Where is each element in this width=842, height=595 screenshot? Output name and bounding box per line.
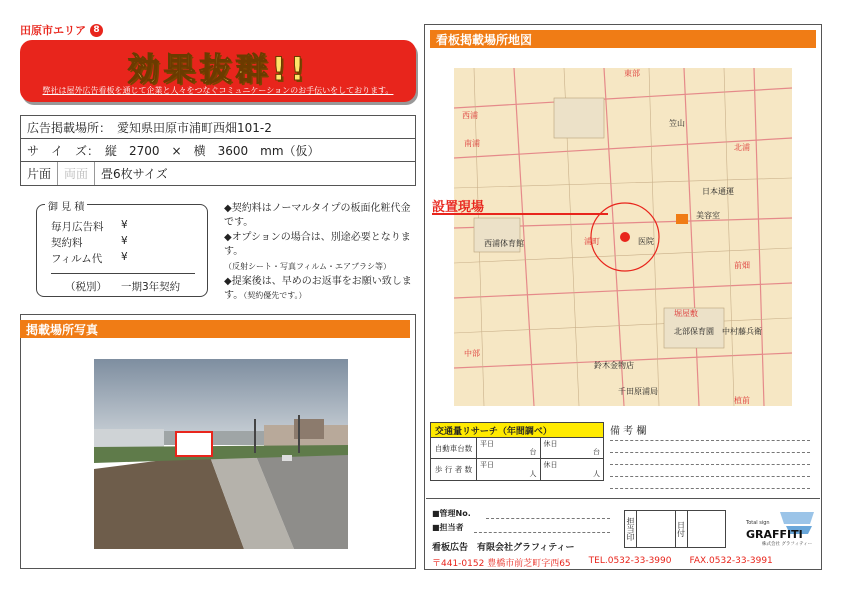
estimate-box — [36, 204, 208, 297]
map-label-chubu: 中部 — [464, 349, 480, 358]
site-pointer-line — [432, 213, 608, 215]
staff — [432, 522, 464, 533]
remarks-title: 備 考 欄 — [610, 426, 647, 437]
area-tag — [20, 22, 103, 38]
company-address: 〒441-0152 豊橋市前芝町字西65 — [432, 559, 571, 569]
area-label: 田原市エリア — [20, 24, 86, 37]
notes — [224, 202, 414, 304]
note-3-wrap — [224, 275, 414, 303]
remarks-line — [610, 476, 810, 477]
logo-graphic — [740, 510, 816, 548]
company-fax: FAX.0532-33-3991 — [689, 556, 773, 566]
estimate-title: 御 見 積 — [45, 198, 87, 213]
estimate-label-monthly: 毎月広告料 — [51, 221, 104, 233]
map-label-minamiura: 南浦 — [464, 139, 480, 148]
logo-small: Total sign — [746, 520, 770, 526]
remarks-line — [610, 488, 810, 489]
estimate-label-contract: 契約料 — [51, 237, 83, 249]
traffic-label-walkers: 歩 行 者 数 — [431, 459, 477, 480]
traffic-row-walkers — [431, 459, 603, 480]
map-label-salon: 美容室 — [696, 211, 720, 220]
stamp-charge-space — [637, 511, 676, 547]
map-label-uemae: 植前 — [734, 396, 750, 405]
map-label-east: 東部 — [624, 69, 640, 78]
face-size: 畳6枚サイズ — [101, 167, 168, 181]
traffic-cell-cars-holiday — [541, 438, 604, 458]
traffic-cell-cars-weekday — [477, 438, 541, 458]
remarks-line — [610, 464, 810, 465]
location-label: 広告掲載場所： — [27, 120, 112, 135]
face-row — [21, 162, 415, 185]
size-row — [21, 139, 415, 162]
map-label-nakamura: 中村藤兵衛 — [722, 327, 762, 336]
site-label: 設置現場 — [432, 200, 485, 215]
staff-line — [474, 532, 610, 533]
info-table — [20, 115, 416, 186]
map-graphic — [454, 68, 792, 406]
estimate-divider — [51, 273, 195, 274]
manager-no-line — [486, 518, 610, 519]
site-photo-image — [94, 359, 348, 549]
remarks-line — [610, 440, 810, 441]
map-label-gym: 西浦体育館 — [484, 239, 524, 248]
map-label-maehata: 前畑 — [734, 261, 750, 270]
photo-panel-title: 掲載場所写真 — [20, 320, 410, 338]
note-2: ◆オプションの場合は、別途必要となります。 — [224, 232, 411, 257]
location-map — [454, 68, 792, 406]
estimate-yen-monthly: ¥ — [121, 219, 128, 231]
stamp-date-space — [688, 511, 726, 547]
site-photo — [94, 359, 348, 549]
divider — [426, 498, 820, 499]
remarks-line — [610, 452, 810, 453]
manager-no — [432, 508, 471, 519]
stamp-box — [624, 510, 726, 548]
estimate-tax: （税別） — [65, 281, 107, 293]
size-label: サ イ ズ： — [27, 143, 100, 158]
stamp-date-label: 日付 — [676, 511, 688, 547]
location-value: 愛知県田原市浦町西畑101-2 — [117, 120, 272, 135]
face-double: 両面 — [58, 162, 95, 185]
stamp-charge-label: 担当印 — [625, 511, 637, 547]
manager-no-label: ■管理No. — [432, 509, 471, 518]
map-label-clinic: 医院 — [638, 237, 654, 246]
estimate-yen-contract: ¥ — [121, 235, 128, 247]
traffic-row-cars — [431, 438, 603, 459]
unit-label: 人 — [529, 470, 537, 478]
size-value: 縦 2700 × 横 3600 mm（仮） — [105, 143, 320, 158]
logo-name: GRAFFITI — [746, 528, 803, 541]
traffic-title: 交通量リサーチ（年間調べ） — [431, 423, 603, 438]
headline-banner — [20, 40, 416, 102]
unit-label: 台 — [529, 448, 537, 456]
estimate-yen-film: ¥ — [121, 251, 128, 263]
face-single: 片面 — [21, 162, 58, 185]
weekday-label: 平日 — [480, 440, 494, 448]
weekday-label: 平日 — [480, 461, 494, 469]
holiday-label: 休日 — [543, 461, 558, 469]
estimate-term: 一期3年契約 — [121, 281, 181, 293]
map-label-uramachi: 浦町 — [584, 237, 600, 246]
banner-title: 効果抜群!! — [127, 50, 309, 88]
map-label-horiyashiki: 堀屋敷 — [674, 309, 698, 318]
map-panel-title: 看板掲載場所地図 — [430, 30, 816, 48]
note-3: ◆提案後は、早めのお返事をお願い致します。 — [224, 276, 412, 301]
traffic-research — [430, 422, 604, 481]
logo-sub: 株式会社 グラフィティー — [762, 542, 813, 547]
map-label-nursery: 北部保育園 — [674, 327, 714, 336]
estimate-label-film: フィルム代 — [51, 253, 103, 265]
traffic-cell-walkers-weekday — [477, 459, 541, 480]
company-name: 看板広告 有限会社グラフィティー — [432, 543, 575, 553]
unit-label: 台 — [593, 448, 600, 456]
company-contact — [432, 556, 818, 569]
unit-label: 人 — [593, 470, 600, 478]
company-tel: TEL.0532-33-3990 — [588, 556, 672, 566]
map-label-kasayama: 笠山 — [669, 119, 685, 128]
map-label-post: 千田原浦局 — [618, 387, 658, 396]
banner-subtitle: 弊社は屋外広告看板を通じて企業と人々をつなぐコミュニケーションのお手伝いをしております。 — [42, 86, 394, 95]
location-row — [21, 116, 415, 139]
map-label-kitaura: 北浦 — [734, 143, 750, 152]
note-1: ◆契約料はノーマルタイプの板面化粧代金です。 — [224, 203, 411, 228]
holiday-label: 休日 — [543, 440, 558, 448]
traffic-cell-walkers-holiday — [541, 459, 604, 480]
map-label-suzuki: 鈴木金物店 — [594, 361, 634, 370]
staff-label: ■担当者 — [432, 523, 464, 532]
map-label-nishiura: 西浦 — [462, 111, 478, 120]
map-label-nittsu: 日本通運 — [702, 187, 734, 196]
area-number: 8 — [90, 24, 103, 37]
note-2-detail: （反射シート・写真フィルム・エアブラシ等） — [224, 262, 392, 271]
company-logo — [740, 510, 816, 548]
note-3-detail: （契約優先です。） — [243, 291, 307, 300]
traffic-label-cars: 自動車台数 — [431, 438, 477, 458]
